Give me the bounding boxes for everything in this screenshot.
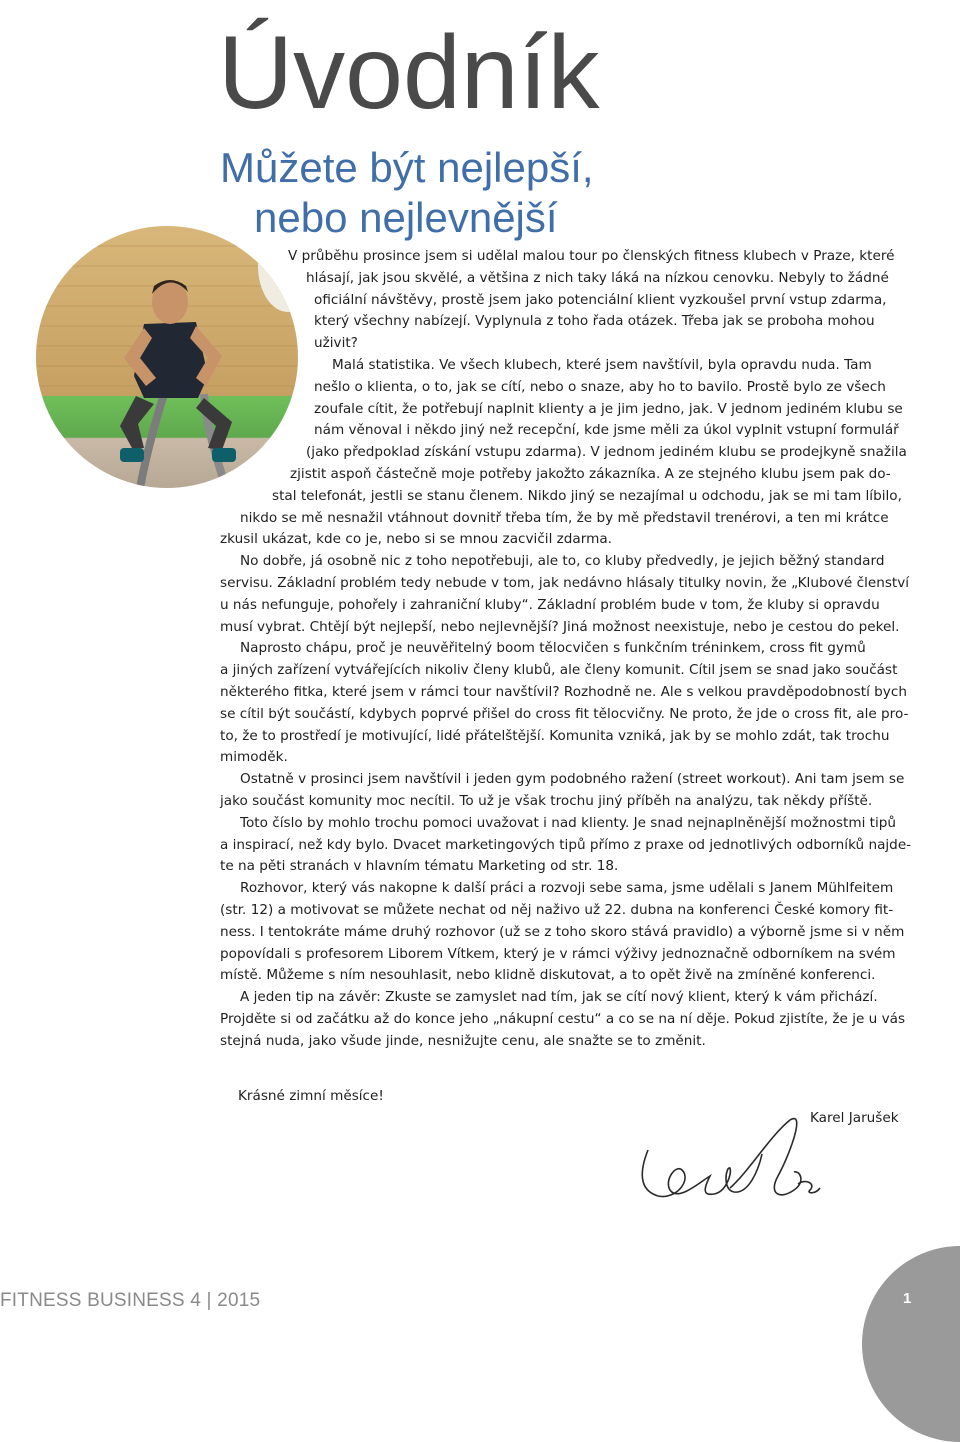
body-line: zjistit aspoň částečně moje potřeby jakožto zákazníka. A ze stejného klubu jsem pak do- [290,466,891,482]
headline-line-1: Můžete být nejlepší, [220,144,594,191]
body-line: místě. Můžeme s ním nesouhlasit, nebo klidně diskutovat, a to opět živě na zmíněné konferenci. [220,967,876,984]
footer-separator: | [206,1290,212,1311]
page-number: 1 [903,1290,912,1307]
body-line: u nás nefunguje, pohořely i zahraniční kluby“. Základní problém bude v tom, že kluby si opravdu [220,596,880,613]
body-line: jako součást komunity moc necítil. To už je však trochu jiný příběh na analýzu, tak někdy příště. [220,793,873,809]
closing-line: Krásné zimní měsíce! [238,1088,384,1104]
body-line: servisu. Základní problém tedy nebude v tom, jak nedávno hlásaly titulky novin, že „Klubové členství [220,575,910,591]
body-line: nám věnoval i někdo jiný než recepční, kde jsme měli za úkol vyplnit vstupní formulář [314,422,899,439]
body-line: musí vybrat. Chtějí být nejlepší, nebo nejlevnější? Jiná možnost neexistuje, nebo je cestou do pekel. [220,618,900,635]
body-line: Projděte si od začátku až do konce jeho „nákupní cestu“ a co se na ní děje. Pokud zjistíte, že je u vás [220,1011,906,1027]
body-line: uživit? [314,335,358,352]
page-footer [0,1290,260,1312]
magazine-name: FITNESS BUSINESS [0,1290,185,1311]
body-line: zoufale cítit, že potřebují naplnit klienty a je jim jedno, jak. V jednom jediném klubu se [314,400,903,417]
page-title: Úvodník [218,15,600,131]
body-line: Malá statistika. Ve všech klubech, které jsem navštívil, byla opravdu nuda. Tam [332,357,872,373]
body-line: který všechny nabízejí. Vyplynula z toho řada otázek. Třeba jak se proboha mohou [314,313,875,330]
body-line: nikdo se mě nesnažil vtáhnout dovnitř třeba tím, že by mě představil trenérovi, a ten mi krátce [240,509,889,526]
body-line: te na pěti stranách v hlavním tématu Marketing od str. 18. [220,858,619,875]
body-line: zkusil ukázat, kde co je, nebo si se mnou zacvičil zdarma. [220,531,613,548]
author-signature [630,1110,850,1220]
body-line: a jiných zařízení vytvářejících nikoliv členy klubů, ale členy komunit. Cítil jsem se snad jako součást [220,662,898,679]
body-line: nešlo o klienta, o to, jak se cítí, nebo o snaze, aby ho to bavilo. Prostě bylo ze všech [314,378,886,395]
issue-year: 2015 [217,1290,261,1311]
body-line: oficiální návštěvy, prostě jsem jako potenciální klient vyzkoušel první vstup zdarma, [314,291,887,308]
page-number-badge [862,1246,960,1442]
body-line: to, že to prostředí je motivující, lidé přátelštější. Komunita vzniká, jak by se mohlo zdát, tak trochu [220,727,890,744]
body-line: (str. 12) a motivovat se můžete nechat od něj naživo už 22. dubna na konferenci České komory fit- [220,902,894,918]
body-line: popovídali s profesorem Liborem Vítkem, který je v rámci výživy jednoznačně odborníkem na svém [220,945,896,962]
body-line: V průběhu prosince jsem si udělal malou tour po členských fitness klubech v Praze, které [288,248,895,264]
body-line: Naprosto chápu, proč je neuvěřitelný boom tělocvičen s funkčním tréninkem, cross fit gymů [240,640,866,657]
body-line: mimoděk. [220,749,288,766]
body-line: Toto číslo by mohlo trochu pomoci uvažovat i nad klienty. Je snad nejnaplněnější možnostmi tipů [240,814,897,831]
body-line: No dobře, já osobně nic z toho nepotřebuji, ale to, co kluby předvedly, je jejich běžný standard [240,553,885,570]
body-line: a inspirací, než kdy bylo. Dvacet marketingových tipů přímo z praxe od jednotlivých odborníků najde- [220,836,912,853]
body-line: Rozhovor, který vás nakopne k další práci a rozvoji sebe sama, jsme udělali s Janem Mühlfeitem [240,880,894,897]
headline-line-2: nebo nejlevnější [254,194,558,241]
body-line: se cítil být součástí, kdybych poprvé přišel do cross fit tělocvičny. Ne proto, že jde o cross fit, ale pro- [220,705,909,722]
body-line: hlásají, jak jsou skvělé, a většina z nich taky láká na nízkou cenovku. Nebyly to žádné [306,269,889,286]
body-line: Ostatně v prosinci jsem navštívil i jeden gym podobného ražení (street workout). Ani tam jsem se [240,771,905,788]
body-line: některého fitka, které jsem v rámci tour navštívil? Rozhodně ne. Ale s velkou pravděpodobností bych [220,684,907,700]
author-name: Karel Jarušek [810,1110,899,1126]
body-line: (jako předpoklad získání vstupu zdarma). V jednom jediném klubu se prodejkyně snažila [306,444,907,461]
body-line: ness. I tentokráte máme druhý rozhovor (už se z toho skoro stává pravidlo) a výborně jsme si v něm [220,923,905,940]
body-line: stejná nuda, jako všude jinde, nesnižujte cenu, ale snažte se to změnit. [220,1032,706,1049]
body-line: A jeden tip na závěr: Zkuste se zamyslet nad tím, jak se cítí nový klient, který k vám přichází. [240,989,878,1006]
trainer-photo [36,226,298,488]
issue-number: 4 [190,1290,202,1311]
body-line: stal telefonát, jestli se stanu členem. Nikdo jiný se nezajímal u odchodu, jak se mi tam líbilo, [272,487,902,504]
